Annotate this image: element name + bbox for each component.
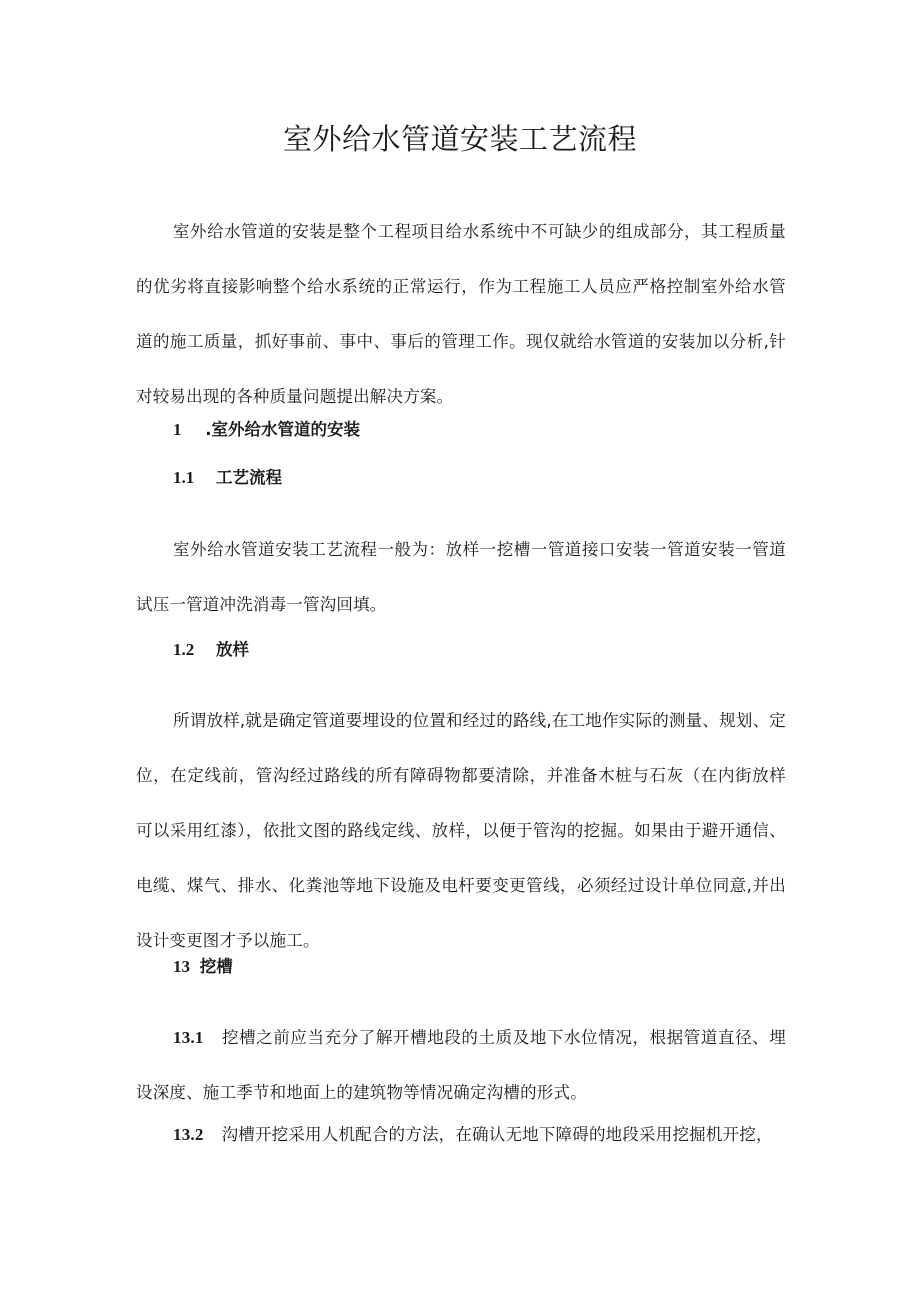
item-13-2-number: 13.2 <box>173 1125 204 1144</box>
section-1-1-number: 1.1 <box>173 468 195 487</box>
section-1-2-number: 1.2 <box>173 640 195 659</box>
section-1-2-heading <box>173 635 249 665</box>
section-1-2-title: 放样 <box>216 640 249 659</box>
item-13-1-body: 挖槽之前应当充分了解开槽地段的土质及地下水位情况，根据管道直径、埋设深度、施工季节和地面上的建筑物等情况确定沟槽的形式。 <box>136 1028 786 1102</box>
section-1-3-heading <box>173 952 233 982</box>
section-1-title: .室外给水管道的安装 <box>205 420 361 439</box>
intro-paragraph: 室外给水管道的安装是整个工程项目给水系统中不可缺少的组成部分，其工程质量的优劣将直接影响整个给水系统的正常运行，作为工程施工人员应严格控制室外给水管道的施工质量，抓好事前、事中、事后的管理工作。现仅就给水管道的安装加以分析,针对较易出现的各种质量问题提出解决方案。 <box>136 222 786 406</box>
item-13-1-number: 13.1 <box>173 1028 204 1047</box>
item-13-1 <box>136 1010 786 1120</box>
section-1-3-number: 13 <box>173 957 190 976</box>
item-13-2-body: 沟槽开挖采用人机配合的方法，在确认无地下障碍的地段采用挖掘机开挖， <box>221 1125 773 1144</box>
section-1-3-title: 挖槽 <box>199 957 233 976</box>
section-1-number: 1 <box>173 420 182 439</box>
section-1-2-body: 所谓放样,就是确定管道要埋设的位置和经过的路线,在工地作实际的测量、规划、定位，在定线前，管沟经过路线的所有障碍物都要清除，并准备木桩与石灰（在内街放样可以采用红漆），依批文图的路线定线、放样，以便于管沟的挖掘。如果由于避开通信、电缆、煤气、排水、化粪池等地下设施及电杆要变更管线，必须经过设计单位同意,并出设计变更图才予以施工。 <box>136 711 786 950</box>
section-1-heading <box>173 415 360 445</box>
item-13-2 <box>136 1107 786 1162</box>
section-1-1-heading <box>173 463 282 493</box>
document-title: 室外给水管道安装工艺流程 <box>282 122 637 156</box>
section-1-1-body: 室外给水管道安装工艺流程一般为：放样一挖槽一管道接口安装一管道安装一管道试压一管道冲洗消毒一管沟回填。 <box>136 540 786 614</box>
section-1-1-title: 工艺流程 <box>216 468 282 487</box>
